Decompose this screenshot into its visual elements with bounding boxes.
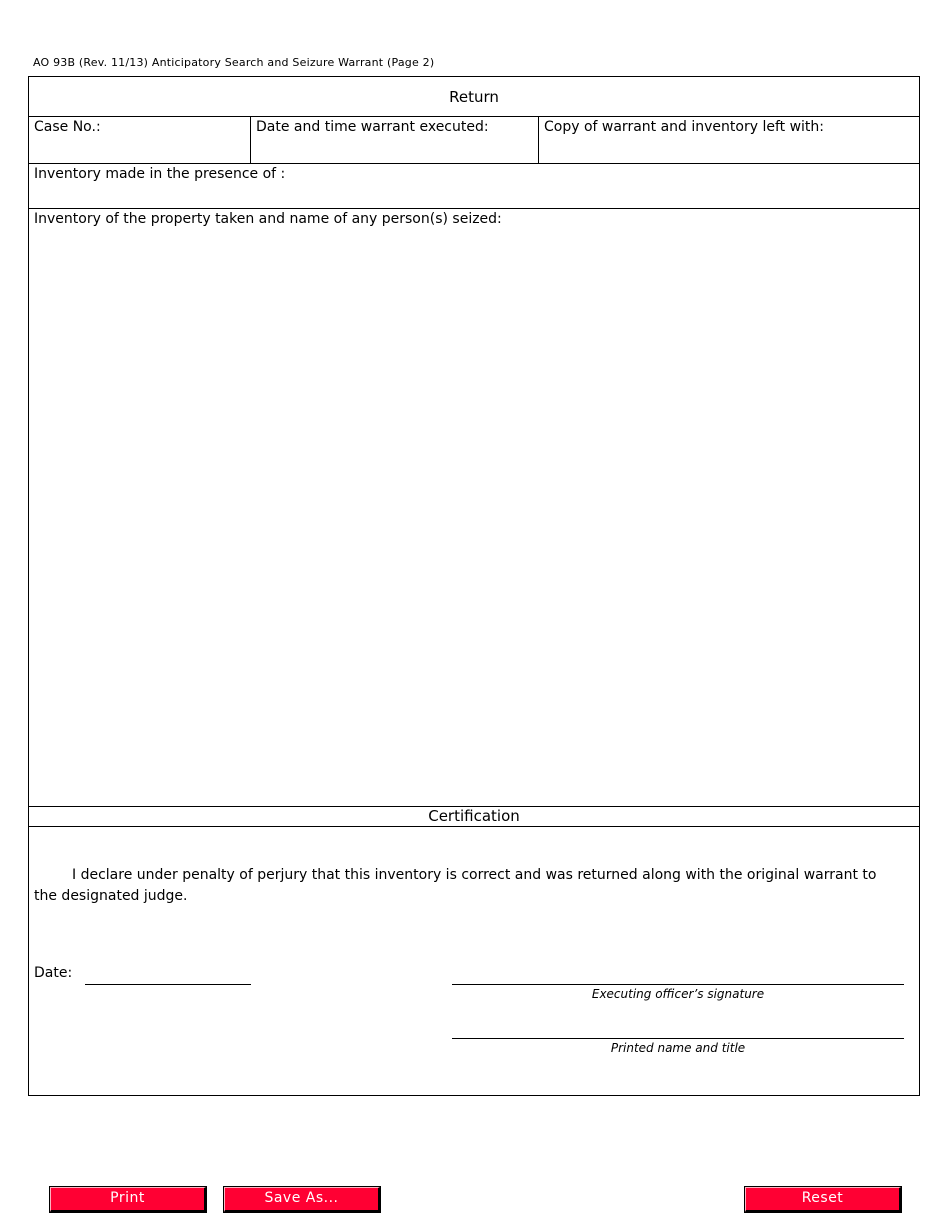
- print-button[interactable]: Print: [50, 1187, 206, 1212]
- inventory-presence-label: Inventory made in the presence of :: [34, 166, 286, 182]
- form-identifier: AO 93B (Rev. 11/13) Anticipatory Search and Seizure Warrant (Page 2): [33, 56, 435, 69]
- printed-name-caption: Printed name and title: [610, 1041, 746, 1055]
- case-number-label: Case No.:: [34, 119, 101, 135]
- case-info-row: [29, 117, 919, 164]
- inventory-presence-field[interactable]: [29, 164, 919, 209]
- copy-left-with-field[interactable]: [539, 117, 919, 163]
- date-label: Date:: [34, 965, 73, 981]
- declaration-text: I declare under penalty of perjury that this inventory is correct and was returned along with the original warrant to the designated judge.: [34, 867, 877, 904]
- reset-button[interactable]: Reset: [745, 1187, 901, 1212]
- officer-signature-field[interactable]: [452, 984, 904, 985]
- copy-left-with-label: Copy of warrant and inventory left with:: [544, 119, 825, 135]
- return-title: Return: [29, 77, 919, 117]
- date-field[interactable]: [85, 984, 251, 985]
- printed-name-field[interactable]: [452, 1038, 904, 1039]
- certification-title: Certification: [29, 807, 919, 827]
- date-time-executed-field[interactable]: [251, 117, 539, 163]
- date-time-executed-label: Date and time warrant executed:: [256, 119, 489, 135]
- case-number-field[interactable]: [29, 117, 251, 163]
- officer-signature-caption: Executing officer’s signature: [591, 987, 765, 1001]
- inventory-property-field[interactable]: [29, 209, 919, 807]
- return-form: [28, 76, 920, 1096]
- inventory-property-label: Inventory of the property taken and name of any person(s) seized:: [34, 211, 502, 227]
- save-as-button[interactable]: Save As...: [224, 1187, 380, 1212]
